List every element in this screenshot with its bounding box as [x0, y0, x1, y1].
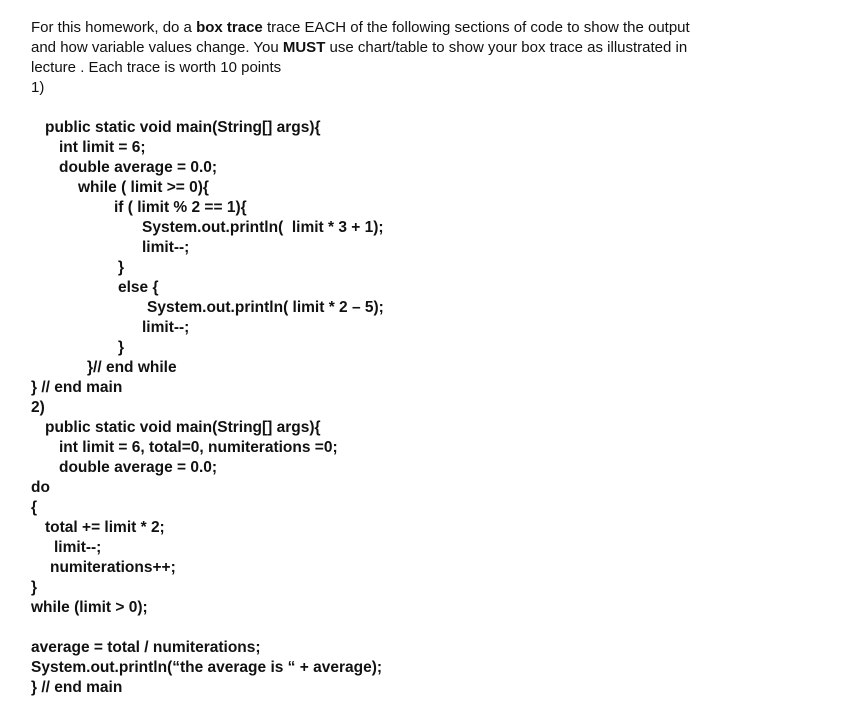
instruction-line-3: lecture . Each trace is worth 10 points	[31, 59, 282, 76]
code-line: average = total / numiterations;	[31, 639, 261, 656]
must-emphasis: MUST	[282, 39, 326, 56]
code-line: while (limit > 0);	[31, 599, 148, 616]
code-line: do	[31, 479, 50, 496]
code-line: } // end main	[31, 379, 123, 396]
code-line: double average = 0.0;	[59, 159, 218, 176]
code-line: System.out.println( limit * 3 + 1);	[142, 219, 384, 236]
code-line: numiterations++;	[50, 559, 176, 576]
code-line: public static void main(String[] args){	[45, 119, 321, 136]
code-line: int limit = 6, total=0, numiterations =0;	[59, 439, 338, 456]
instruction-line-1: For this homework, do a box trace trace EACH of the following sections of code to show the output	[31, 19, 690, 36]
code-line: {	[31, 499, 38, 516]
code-line: int limit = 6;	[59, 139, 146, 156]
section-label-2: 2)	[31, 399, 45, 416]
code-line: limit--;	[142, 239, 190, 256]
code-line: public static void main(String[] args){	[45, 419, 321, 436]
homework-instructions	[31, 18, 831, 98]
code-line: else {	[118, 279, 159, 296]
code-line: if ( limit % 2 == 1){	[114, 199, 247, 216]
code-line: }// end while	[87, 359, 177, 376]
section-label-1: 1)	[31, 79, 45, 96]
box-trace-emphasis: box trace	[196, 19, 263, 36]
code-line: }	[31, 579, 38, 596]
code-line: }	[118, 339, 125, 356]
code-line: } // end main	[31, 679, 123, 696]
code-line: total += limit * 2;	[45, 519, 165, 536]
instruction-line-2: and how variable values change. You MUST use chart/table to show your box trace as illustrated in	[31, 39, 688, 56]
code-line: limit--;	[54, 539, 102, 556]
code-line: }	[118, 259, 125, 276]
code-line: System.out.println( limit * 2 – 5);	[147, 299, 384, 316]
code-line: while ( limit >= 0){	[78, 179, 209, 196]
code-line: limit--;	[142, 319, 190, 336]
code-line: double average = 0.0;	[59, 459, 218, 476]
code-line: System.out.println(“the average is “ + average);	[31, 659, 383, 676]
